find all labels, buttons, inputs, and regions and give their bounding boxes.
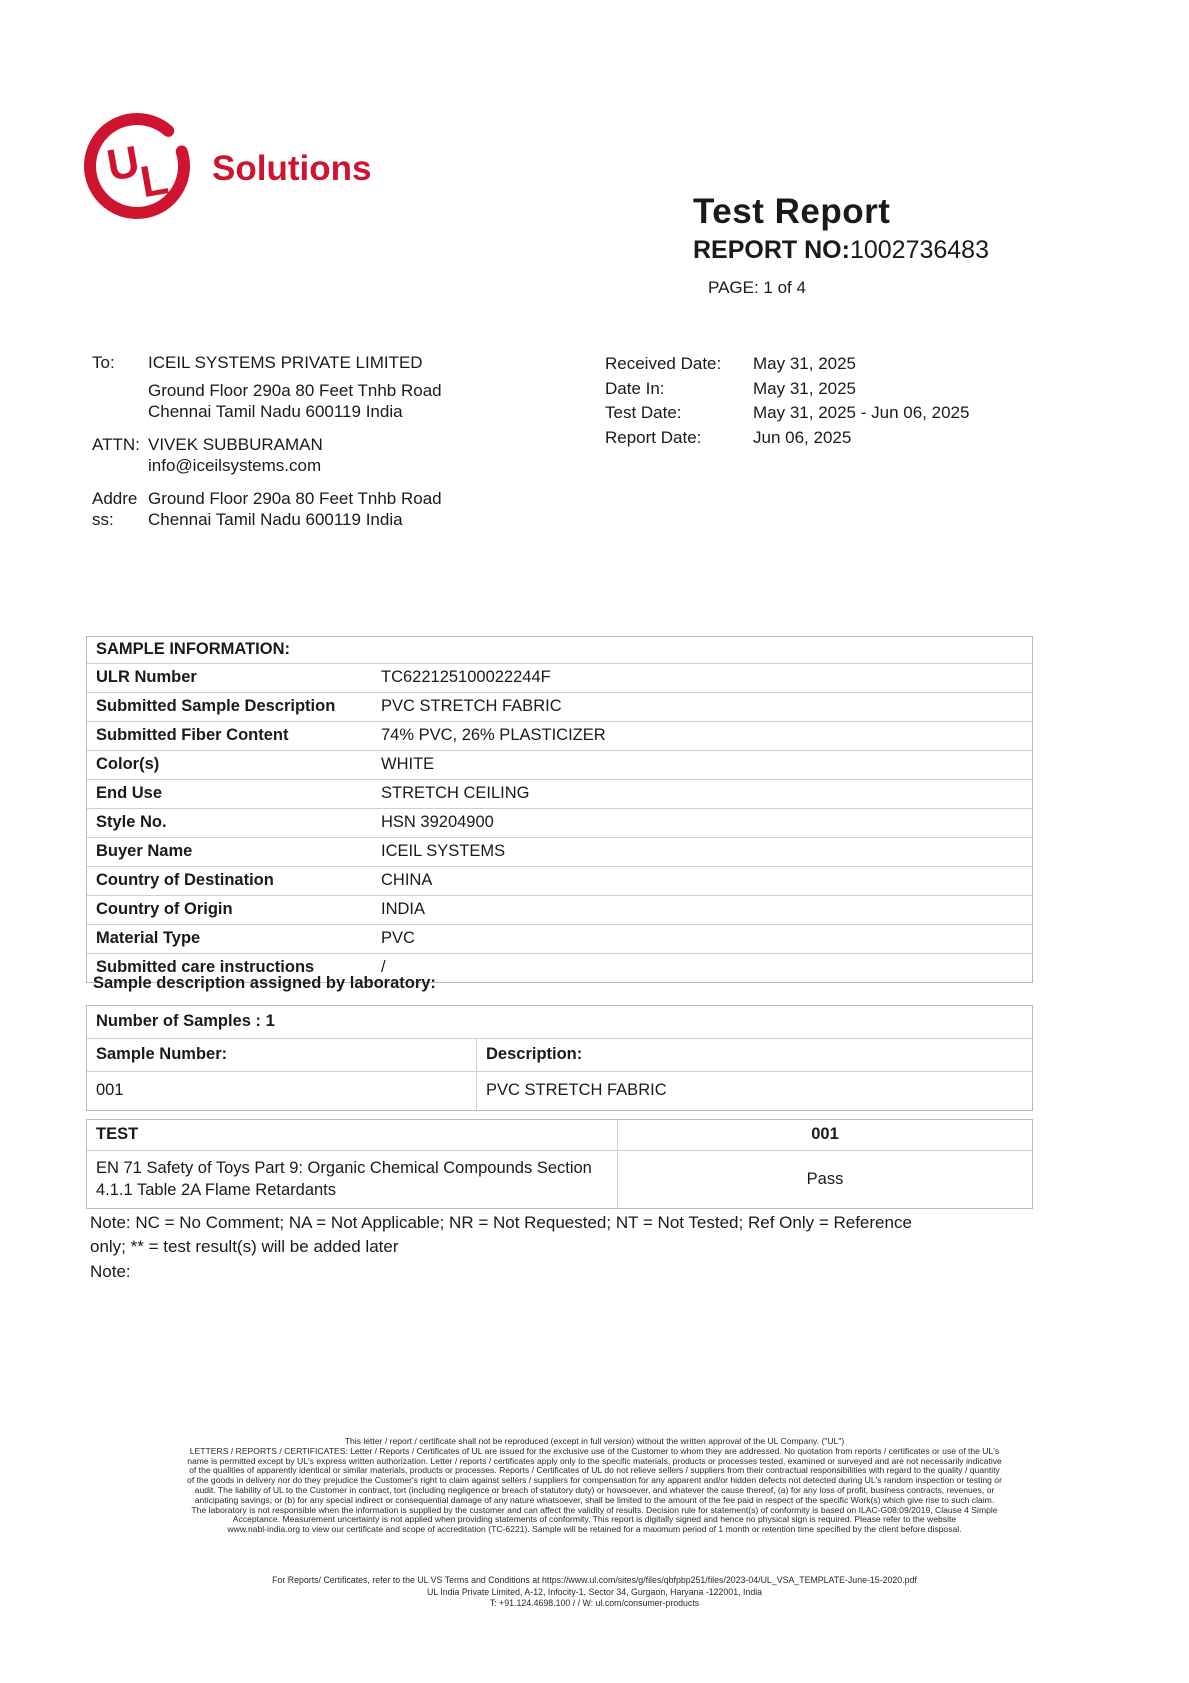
lab-sample-row: [87, 1071, 1032, 1110]
recipient-address: [148, 380, 442, 422]
dates-block: [605, 352, 969, 450]
sample-information-row: [87, 721, 1032, 750]
note-label: Note:: [90, 1262, 131, 1281]
date-label: Report Date:: [605, 427, 702, 447]
disclaimer-line: of the goods in delivery nor do they prejudice the Customer's right to claim against sellers / suppliers for compensation for any apparent and/or hidden defects not detected during UL's random inspection or testing or: [187, 1475, 1002, 1486]
disclaimer-line: This letter / report / certificate shall not be reproduced (except in full version) without the written approval of the UL Company. ("UL"): [344, 1436, 845, 1446]
sample-information-row: [87, 663, 1032, 692]
disclaimer-line: anticipating savings; or (b) for any special indirect or consequential damage of any nature whatsoever, shall be limited to the amount of the fee paid in respect of the specific Work(s) which give rise to such claim.: [194, 1494, 995, 1505]
attn-block: [148, 434, 442, 476]
date-label: Date In:: [605, 378, 665, 398]
sample-info-value: 74% PVC, 26% PLASTICIZER: [381, 726, 606, 744]
logo-wordmark: Solutions: [212, 148, 372, 188]
date-value: May 31, 2025: [753, 354, 857, 373]
date-value: Jun 06, 2025: [753, 427, 852, 447]
disclaimer-line: audit. The liability of UL to the Customer in contract, tort (including negligence or breach of statutory duty) or howsoever, and whatever the cause thereof, (a) for any loss of profit, business contracts, revenues, or: [194, 1484, 995, 1495]
disclaimer-line: LETTERS / REPORTS / CERTIFICATES: Letter / Reports / Certificates of UL are issued for the exclusive use of the Customer to whom they are addressed. No quotation from reports / certificates or use of the UL's: [189, 1445, 1000, 1456]
sample-information-row: [87, 895, 1032, 924]
report-number-label: REPORT NO:: [693, 236, 850, 264]
sample-info-value: TC622125100022244F: [381, 668, 551, 686]
notes-legend: Note: NC = No Comment; NA = Not Applicable; NR = Not Requested; NT = Not Tested; Ref Only = Reference only; ** = test result(s) will be added later: [90, 1213, 912, 1256]
sample-information-rows: [87, 663, 1032, 982]
sample-information-row: [87, 808, 1032, 837]
report-number-line: [693, 236, 989, 265]
shipping-address-line1: Ground Floor 290a 80 Feet Tnhb Road: [148, 489, 442, 508]
sample-number-value: 001: [87, 1072, 477, 1110]
disclaimer-line: of the qualities of apparently identical or similar materials, products or processes. Reports / Certificates of UL do not relieve sellers / suppliers from their contractual responsibilities with regard to the quality / quantity: [189, 1465, 1000, 1476]
disclaimer-fineprint: [95, 1437, 1095, 1535]
sample-info-label: ULR Number: [96, 668, 197, 686]
shipping-address: [148, 488, 442, 530]
disclaimer-line: www.nabl-india.org to view our certificate and scope of accreditation (TC-6221). Sample will be retained for a maximum period of 1 month or retention time specified by the client before disposal.: [227, 1524, 962, 1535]
sample-info-label: Submitted care instructions: [96, 958, 315, 976]
date-row: [605, 401, 969, 426]
recipient-address-line2: Chennai Tamil Nadu 600119 India: [148, 402, 403, 421]
sample-information-row: [87, 924, 1032, 953]
sample-info-value: HSN 39204900: [381, 813, 494, 831]
date-row: [605, 426, 969, 451]
date-label: Received Date:: [605, 354, 722, 373]
sample-info-label: Buyer Name: [96, 842, 193, 860]
notes-block: [90, 1211, 935, 1284]
date-row: [605, 352, 969, 377]
lab-description-heading: Sample description assigned by laboratory:: [93, 974, 436, 992]
sample-information-title: SAMPLE INFORMATION:: [96, 640, 291, 658]
terms-line: T: +91.124.4698.100 / / W: ul.com/consumer-products: [489, 1598, 700, 1608]
sample-info-value: INDIA: [381, 900, 426, 918]
terms-line: For Reports/ Certificates, refer to the UL VS Terms and Conditions at https://www.ul.com/sites/g/files/qbfpbp251/files/2023-04/UL_VSA_TEMPLATE-June-15-2020.pdf: [272, 1575, 917, 1585]
address-label: [92, 488, 148, 530]
number-of-samples: Number of Samples : 1: [96, 1012, 275, 1030]
sample-information-row: [87, 866, 1032, 895]
address-label-line2: ss:: [92, 510, 114, 529]
ul-circle-logo-icon: [82, 110, 192, 227]
sample-info-label: Country of Origin: [96, 900, 233, 918]
report-number-value: 1002736483: [849, 236, 989, 264]
logo-letter-u: U: [103, 136, 144, 191]
sample-info-label: End Use: [96, 784, 163, 802]
col-sample-001: 001: [811, 1125, 839, 1143]
date-row: [605, 377, 969, 402]
test-results-header-row: [87, 1120, 1032, 1150]
ul-solutions-logo: [82, 110, 371, 227]
sample-information-row: [87, 750, 1032, 779]
recipient-company: ICEIL SYSTEMS PRIVATE LIMITED: [148, 353, 423, 372]
recipient-address-line1: Ground Floor 290a 80 Feet Tnhb Road: [148, 381, 442, 400]
test-name: EN 71 Safety of Toys Part 9: Organic Chemical Compounds Section 4.1.1 Table 2A Flame Retardants: [87, 1151, 618, 1208]
attn-label: ATTN:: [92, 435, 140, 454]
attn-name: VIVEK SUBBURAMAN: [148, 435, 323, 454]
recipient-block: [92, 352, 442, 530]
test-result-value: Pass: [806, 1170, 844, 1188]
sample-info-value: /: [381, 958, 386, 976]
col-test: TEST: [87, 1120, 618, 1150]
logo-letter-l: L: [136, 154, 172, 208]
sample-info-value: PVC STRETCH FABRIC: [381, 697, 562, 715]
page-indicator: PAGE: 1 of 4: [708, 278, 806, 297]
address-label-line1: Addre: [92, 489, 138, 508]
sample-info-value: STRETCH CEILING: [381, 784, 530, 802]
sample-info-label: Material Type: [96, 929, 201, 947]
disclaimer-line: name is permitted except by UL's express written authorization. Letter / reports / certificates apply only to the specific materials, products or processes tested, examined or surveyed and are not necessarily indicative: [187, 1455, 1002, 1466]
sample-info-label: Style No.: [96, 813, 167, 831]
sample-information-row: [87, 692, 1032, 721]
col-description: Description:: [486, 1045, 583, 1063]
sample-info-label: Country of Destination: [96, 871, 274, 889]
sample-info-label: Color(s): [96, 755, 160, 773]
to-label: To:: [92, 353, 115, 372]
test-result-row: [87, 1150, 1032, 1208]
terms-line: UL India Private Limited, A-12, Infocity-1, Sector 34, Gurgaon, Haryana -122001, India: [426, 1586, 763, 1597]
lab-samples-header-row: [87, 1038, 1032, 1071]
disclaimer-line: Acceptance. Measurement uncertainty is not applied when providing statements of conformity. This report is digitally signed and hence no physical sign is required. Please refer to the website: [232, 1514, 957, 1525]
test-results-table: [86, 1119, 1033, 1209]
sample-info-value: ICEIL SYSTEMS: [381, 842, 506, 860]
lab-samples-table: [86, 1005, 1033, 1111]
page-title: Test Report: [693, 192, 891, 231]
report-header: [693, 192, 989, 298]
attn-email: info@iceilsystems.com: [148, 456, 322, 475]
date-label: Test Date:: [605, 403, 682, 422]
terms-footer: [95, 1575, 1095, 1610]
sample-info-label: Submitted Sample Description: [96, 697, 336, 715]
sample-description-value: PVC STRETCH FABRIC: [486, 1081, 667, 1099]
sample-info-label: Submitted Fiber Content: [96, 726, 289, 744]
sample-information-row: [87, 837, 1032, 866]
shipping-address-line2: Chennai Tamil Nadu 600119 India: [148, 510, 403, 529]
sample-information-row: [87, 779, 1032, 808]
col-sample-number: Sample Number:: [87, 1039, 477, 1071]
sample-information-table: [86, 636, 1033, 983]
date-value: May 31, 2025 - Jun 06, 2025: [753, 403, 970, 422]
sample-info-value: PVC: [381, 929, 415, 947]
disclaimer-line: The laboratory is not responsible when the information is supplied by the customer and can affect the validity of results. Decision rule for statement(s) of conformity is based on ILAC-G08:09/2019, Clause 4 Simple: [191, 1504, 998, 1515]
sample-info-value: CHINA: [381, 871, 433, 889]
date-value: May 31, 2025: [753, 378, 857, 398]
sample-info-value: WHITE: [381, 755, 435, 773]
